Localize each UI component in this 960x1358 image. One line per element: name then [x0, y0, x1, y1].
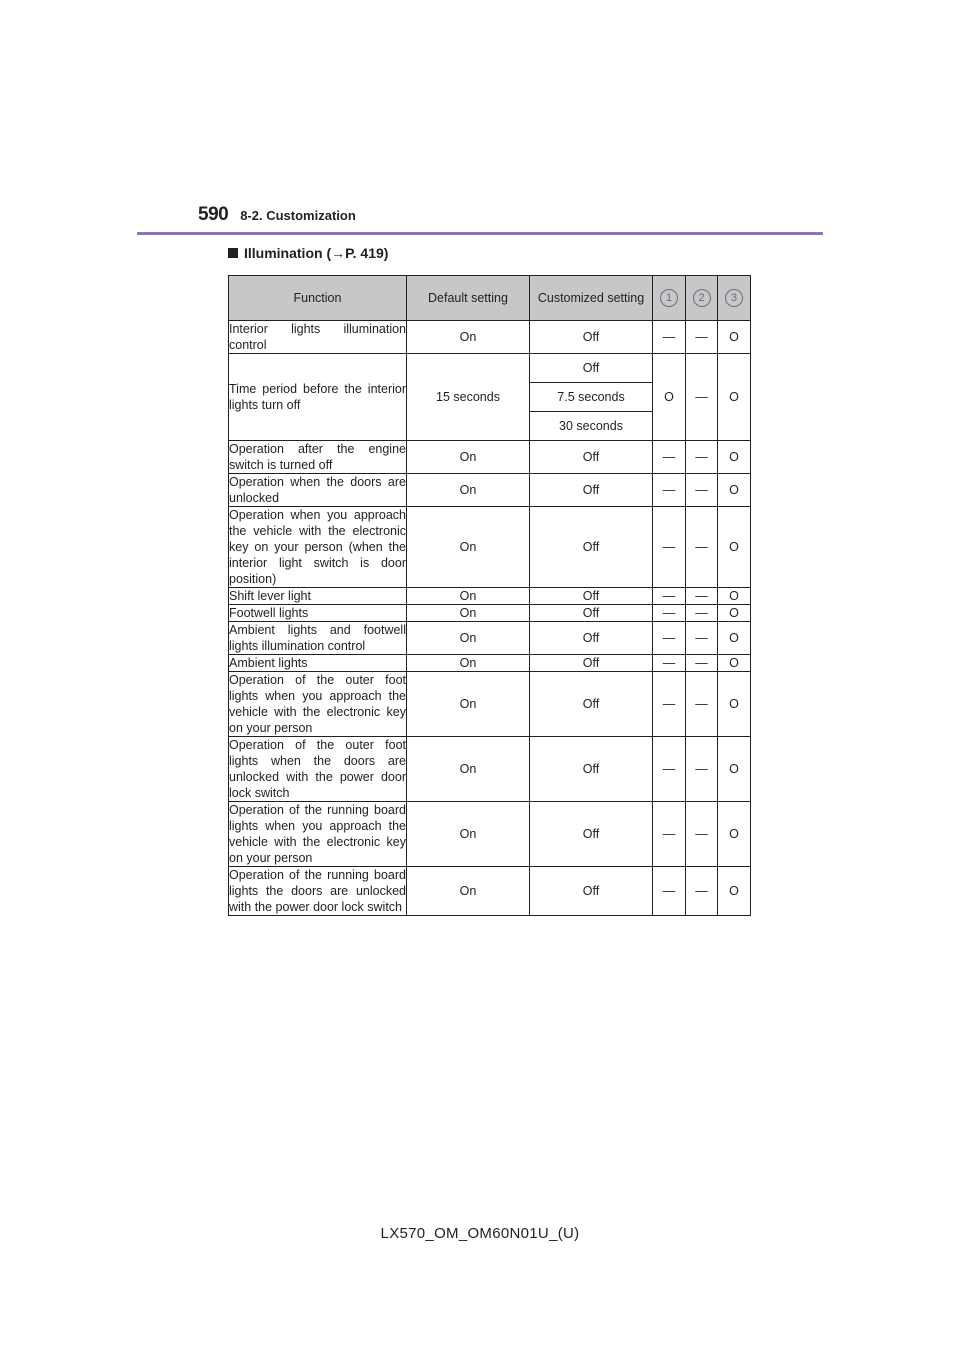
method-2-cell: — — [686, 354, 718, 441]
method-2-cell: — — [686, 588, 718, 605]
method-3-cell: O — [718, 672, 751, 737]
method-3-cell: O — [718, 622, 751, 655]
circle-1-icon: 1 — [660, 289, 678, 307]
method-2-cell: — — [686, 672, 718, 737]
circle-3-icon: 3 — [725, 289, 743, 307]
table-row — [229, 737, 751, 802]
default-cell: On — [407, 441, 530, 474]
customization-table — [228, 275, 751, 916]
function-cell: Footwell lights — [229, 605, 407, 622]
method-1-cell: — — [653, 441, 686, 474]
method-2-cell: — — [686, 655, 718, 672]
customized-cell: Off — [530, 737, 653, 802]
table-row — [229, 622, 751, 655]
default-cell: On — [407, 802, 530, 867]
customized-option: 30 seconds — [530, 412, 653, 441]
table-row — [229, 802, 751, 867]
table-row — [229, 672, 751, 737]
method-1-cell: — — [653, 802, 686, 867]
method-1-cell: — — [653, 622, 686, 655]
method-1-cell: O — [653, 354, 686, 441]
table-row — [229, 605, 751, 622]
table-row — [229, 321, 751, 354]
default-cell: On — [407, 507, 530, 588]
customized-cell: Off — [530, 672, 653, 737]
function-cell: Operation when the doors are unlocked — [229, 475, 406, 505]
method-2-cell: — — [686, 622, 718, 655]
customized-cell: Off — [530, 605, 653, 622]
table-row — [229, 655, 751, 672]
default-cell: 15 seconds — [407, 354, 530, 441]
method-3-cell: O — [718, 321, 751, 354]
function-header: Function — [229, 276, 407, 321]
method-1-cell: — — [653, 737, 686, 802]
function-cell: Operation when you approach the vehicle with the electronic key on your person (when the interior light switch is door position) — [229, 508, 406, 586]
method-2-cell: — — [686, 867, 718, 916]
customized-option: Off — [530, 354, 653, 383]
customized-cell: Off — [530, 867, 653, 916]
method-3-cell: O — [718, 474, 751, 507]
circle-2-icon: 2 — [693, 289, 711, 307]
function-cell: Operation of the outer foot lights when you approach the vehicle with the electronic key on your person — [229, 673, 406, 735]
method-2-cell: — — [686, 474, 718, 507]
function-cell: Operation of the running board lights when you approach the vehicle with the electronic key on your person — [229, 803, 406, 865]
section-title: 8-2. Customization — [240, 208, 356, 223]
table-row — [229, 474, 751, 507]
method-2-cell: — — [686, 507, 718, 588]
method-3-header — [718, 276, 751, 321]
customized-option: 7.5 seconds — [530, 383, 653, 412]
default-cell: On — [407, 605, 530, 622]
method-3-cell: O — [718, 802, 751, 867]
table-row — [229, 354, 751, 383]
function-cell: Time period before the interior lights turn off — [229, 354, 407, 441]
method-3-cell: O — [718, 605, 751, 622]
customized-cell: Off — [530, 588, 653, 605]
page-number: 590 — [198, 204, 229, 225]
method-3-cell: O — [718, 441, 751, 474]
method-2-cell: — — [686, 321, 718, 354]
default-setting-header: Default setting — [407, 276, 530, 321]
function-cell: Ambient lights — [229, 655, 407, 672]
default-cell: On — [407, 737, 530, 802]
method-3-cell: O — [718, 507, 751, 588]
table-row — [229, 867, 751, 916]
method-1-cell: — — [653, 474, 686, 507]
method-1-cell: — — [653, 605, 686, 622]
function-cell: Ambient lights and footwell lights illumination control — [229, 623, 406, 653]
table-header-row — [229, 276, 751, 321]
method-1-cell: — — [653, 507, 686, 588]
customized-setting-header: Customized setting — [530, 276, 653, 321]
table-row — [229, 588, 751, 605]
customized-cell: Off — [530, 655, 653, 672]
default-cell: On — [407, 655, 530, 672]
method-1-cell: — — [653, 655, 686, 672]
page-header — [198, 204, 356, 226]
header-rule — [137, 232, 823, 235]
method-3-cell: O — [718, 867, 751, 916]
function-cell: Shift lever light — [229, 588, 407, 605]
customized-cell: Off — [530, 321, 653, 354]
method-2-cell: — — [686, 802, 718, 867]
method-3-cell: O — [718, 588, 751, 605]
method-3-cell: O — [718, 354, 751, 441]
table-row — [229, 507, 751, 588]
method-1-cell: — — [653, 867, 686, 916]
default-cell: On — [407, 474, 530, 507]
default-cell: On — [407, 321, 530, 354]
subsection-heading — [228, 245, 388, 261]
square-bullet-icon — [228, 248, 238, 258]
function-cell: Operation of the outer foot lights when the doors are unlocked with the power door lock switch — [229, 738, 406, 800]
customized-cell: Off — [530, 474, 653, 507]
footer-document-code: LX570_OM_OM60N01U_(U) — [380, 1225, 580, 1242]
default-cell: On — [407, 622, 530, 655]
subsection-title: Illumination (→P. 419) — [244, 245, 389, 261]
function-cell: Operation of the running board lights the doors are unlocked with the power door lock switch — [229, 868, 406, 914]
method-2-header — [686, 276, 718, 321]
method-1-cell: — — [653, 321, 686, 354]
method-3-cell: O — [718, 737, 751, 802]
method-1-header — [653, 276, 686, 321]
customized-cell: Off — [530, 441, 653, 474]
method-3-cell: O — [718, 655, 751, 672]
customized-cell: Off — [530, 622, 653, 655]
method-2-cell: — — [686, 441, 718, 474]
default-cell: On — [407, 867, 530, 916]
function-cell: Operation after the engine switch is turned off — [229, 442, 406, 472]
customized-cell: Off — [530, 802, 653, 867]
method-2-cell: — — [686, 737, 718, 802]
method-2-cell: — — [686, 605, 718, 622]
method-1-cell: — — [653, 588, 686, 605]
method-1-cell: — — [653, 672, 686, 737]
table-row — [229, 441, 751, 474]
default-cell: On — [407, 672, 530, 737]
function-cell: Interior lights illumination control — [229, 322, 406, 352]
customized-cell: Off — [530, 507, 653, 588]
default-cell: On — [407, 588, 530, 605]
